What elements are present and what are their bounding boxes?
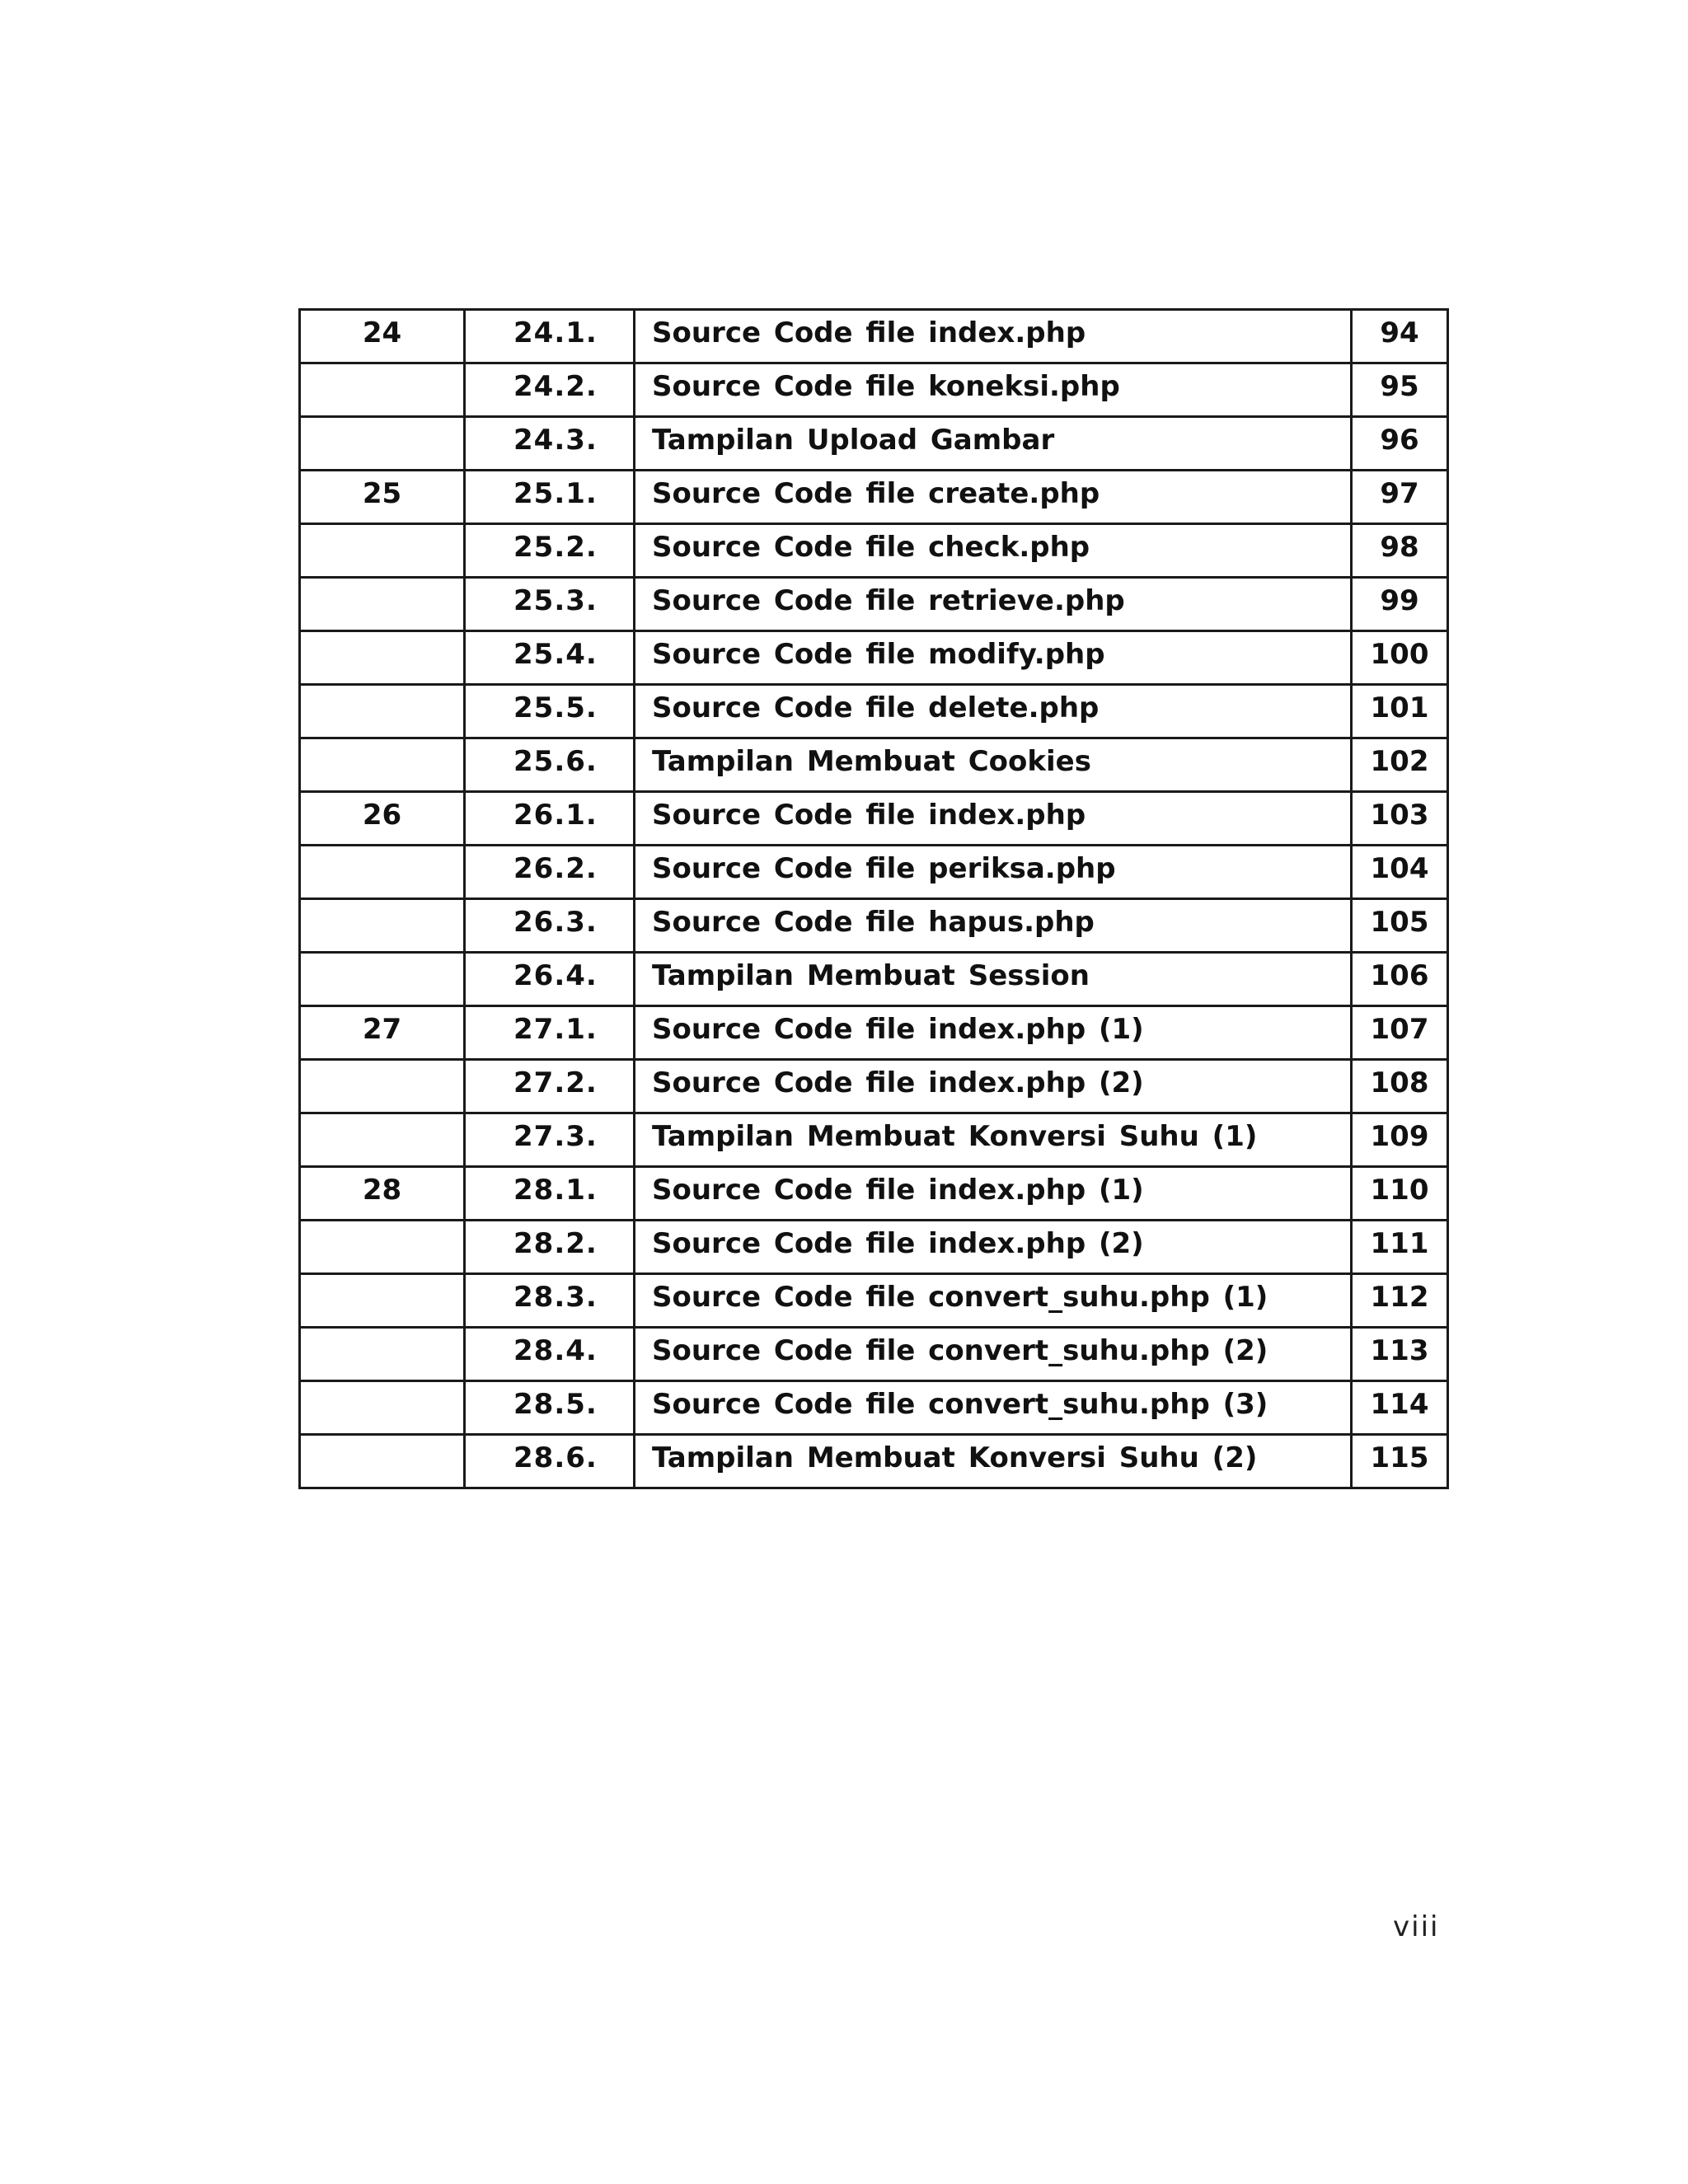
page-number-cell-text: 113 xyxy=(1370,1334,1429,1367)
figure-number-cell-text: 27.2. xyxy=(513,1066,598,1099)
page-number-cell-text: 104 xyxy=(1370,852,1429,885)
figure-number-cell xyxy=(465,846,635,899)
figure-number-cell xyxy=(465,1167,635,1221)
page-number-cell-text: 114 xyxy=(1370,1388,1429,1421)
figure-number-cell-text: 28.1. xyxy=(513,1174,598,1207)
page-number-cell xyxy=(1352,578,1448,631)
chapter-cell xyxy=(300,1006,465,1060)
figure-number-cell-text: 26.4. xyxy=(513,959,598,992)
chapter-cell-text xyxy=(301,739,463,748)
figure-title-cell-text: Source Code file index.php (2) xyxy=(652,1066,1144,1099)
chapter-cell xyxy=(300,631,465,685)
page-number-cell xyxy=(1352,1113,1448,1167)
figure-title-cell xyxy=(635,1328,1352,1381)
figure-title-cell xyxy=(635,524,1352,578)
chapter-cell xyxy=(300,1435,465,1488)
chapter-cell-text xyxy=(301,364,463,373)
figure-number-cell xyxy=(465,953,635,1006)
figure-number-cell xyxy=(465,1435,635,1488)
page-number-cell-text: 107 xyxy=(1370,1013,1429,1046)
table-row xyxy=(300,578,1448,631)
figure-number-cell xyxy=(465,792,635,846)
figure-number-cell xyxy=(465,1113,635,1167)
figure-number-cell xyxy=(465,363,635,417)
table-row xyxy=(300,1328,1448,1381)
figure-number-cell xyxy=(465,738,635,792)
figure-number-cell-text: 28.5. xyxy=(513,1388,598,1421)
chapter-cell-text xyxy=(301,525,463,533)
figure-title-cell-text: Source Code file index.php (2) xyxy=(652,1227,1144,1260)
figure-number-cell-text: 25.6. xyxy=(513,745,598,778)
table-row xyxy=(300,1435,1448,1488)
table-row xyxy=(300,1006,1448,1060)
chapter-cell-text xyxy=(301,954,463,962)
chapter-cell-text xyxy=(301,418,463,426)
page-number-cell xyxy=(1352,1435,1448,1488)
figure-list-body xyxy=(300,310,1448,1488)
figure-list-table xyxy=(298,308,1449,1489)
figure-number-cell xyxy=(465,685,635,738)
page-number-cell xyxy=(1352,792,1448,846)
figure-title-cell xyxy=(635,1221,1352,1274)
figure-number-cell-text: 25.2. xyxy=(513,531,598,564)
figure-number-cell-text: 24.1. xyxy=(513,316,598,349)
figure-title-cell xyxy=(635,471,1352,524)
page-number-cell xyxy=(1352,417,1448,471)
table-row xyxy=(300,1381,1448,1435)
figure-number-cell-text: 24.3. xyxy=(513,424,598,457)
page-number-cell xyxy=(1352,953,1448,1006)
chapter-cell-text: 24 xyxy=(362,316,402,349)
page-number-cell xyxy=(1352,1006,1448,1060)
table-row xyxy=(300,685,1448,738)
chapter-cell xyxy=(300,685,465,738)
page-number-cell xyxy=(1352,846,1448,899)
figure-title-cell-text: Source Code file index.php (1) xyxy=(652,1174,1144,1207)
figure-title-cell xyxy=(635,1113,1352,1167)
page-number-cell xyxy=(1352,1221,1448,1274)
page-number-cell-text: 111 xyxy=(1370,1227,1429,1260)
table-row xyxy=(300,1221,1448,1274)
figure-title-cell-text: Tampilan Membuat Konversi Suhu (1) xyxy=(652,1120,1258,1153)
page-number-cell-text: 101 xyxy=(1370,691,1429,724)
figure-title-cell-text: Source Code file koneksi.php xyxy=(652,370,1120,403)
figure-title-cell xyxy=(635,846,1352,899)
page-number-cell xyxy=(1352,1274,1448,1328)
chapter-cell xyxy=(300,363,465,417)
figure-number-cell xyxy=(465,1221,635,1274)
figure-title-cell-text: Source Code file convert_suhu.php (2) xyxy=(652,1334,1268,1367)
page-number-cell xyxy=(1352,631,1448,685)
chapter-cell-text xyxy=(301,1061,463,1069)
chapter-cell-text xyxy=(301,632,463,640)
chapter-cell-text xyxy=(301,846,463,855)
page-number-cell xyxy=(1352,1328,1448,1381)
chapter-cell xyxy=(300,738,465,792)
figure-title-cell xyxy=(635,1060,1352,1113)
chapter-cell xyxy=(300,1328,465,1381)
figure-number-cell-text: 28.4. xyxy=(513,1334,598,1367)
page-number-cell xyxy=(1352,738,1448,792)
chapter-cell xyxy=(300,1113,465,1167)
figure-title-cell xyxy=(635,1167,1352,1221)
table-row xyxy=(300,363,1448,417)
figure-title-cell-text: Source Code file check.php xyxy=(652,531,1090,564)
figure-title-cell xyxy=(635,578,1352,631)
figure-title-cell-text: Source Code file convert_suhu.php (1) xyxy=(652,1281,1268,1314)
chapter-cell-text xyxy=(301,1114,463,1122)
figure-title-cell-text: Source Code file hapus.php xyxy=(652,906,1095,939)
figure-number-cell-text: 27.1. xyxy=(513,1013,598,1046)
page-number-cell-text: 109 xyxy=(1370,1120,1429,1153)
figure-title-cell-text: Source Code file index.php xyxy=(652,316,1086,349)
page-number-cell-text: 112 xyxy=(1370,1281,1429,1314)
chapter-cell xyxy=(300,1221,465,1274)
page-number-cell-text: 100 xyxy=(1370,638,1429,671)
figure-title-cell xyxy=(635,417,1352,471)
page-number-cell-text: 102 xyxy=(1370,745,1429,778)
chapter-cell xyxy=(300,1274,465,1328)
page-number-cell-text: 97 xyxy=(1380,477,1419,510)
figure-number-cell-text: 25.4. xyxy=(513,638,598,671)
table-row xyxy=(300,310,1448,363)
page-number-cell-text: 115 xyxy=(1370,1441,1429,1474)
figure-number-cell xyxy=(465,1060,635,1113)
table-row xyxy=(300,846,1448,899)
chapter-cell-text xyxy=(301,686,463,694)
chapter-cell-text xyxy=(301,1221,463,1230)
figure-title-cell-text: Tampilan Membuat Session xyxy=(652,959,1090,992)
table-row xyxy=(300,524,1448,578)
figure-number-cell-text: 25.1. xyxy=(513,477,598,510)
chapter-cell-text xyxy=(301,1382,463,1390)
chapter-cell xyxy=(300,1167,465,1221)
page-number-cell-text: 110 xyxy=(1370,1174,1429,1207)
chapter-cell xyxy=(300,1060,465,1113)
page-number: viii xyxy=(1393,1910,1440,1943)
figure-title-cell xyxy=(635,738,1352,792)
table-row xyxy=(300,1113,1448,1167)
chapter-cell-text: 28 xyxy=(362,1174,402,1207)
figure-title-cell-text: Tampilan Membuat Cookies xyxy=(652,745,1091,778)
figure-title-cell-text: Source Code file retrieve.php xyxy=(652,584,1125,617)
figure-number-cell-text: 24.2. xyxy=(513,370,598,403)
figure-number-cell xyxy=(465,310,635,363)
figure-number-cell xyxy=(465,471,635,524)
page-number-cell xyxy=(1352,310,1448,363)
figure-title-cell xyxy=(635,899,1352,953)
figure-title-cell xyxy=(635,363,1352,417)
figure-title-cell-text: Tampilan Upload Gambar xyxy=(652,424,1055,457)
figure-number-cell xyxy=(465,899,635,953)
figure-title-cell xyxy=(635,1435,1352,1488)
page-number-cell xyxy=(1352,1060,1448,1113)
chapter-cell xyxy=(300,1381,465,1435)
figure-number-cell xyxy=(465,1381,635,1435)
figure-number-cell-text: 28.3. xyxy=(513,1281,598,1314)
table-row xyxy=(300,899,1448,953)
page-number-cell-text: 94 xyxy=(1380,316,1419,349)
figure-number-cell-text: 26.1. xyxy=(513,799,598,832)
figure-number-cell-text: 28.6. xyxy=(513,1441,598,1474)
figure-title-cell-text: Source Code file index.php (1) xyxy=(652,1013,1144,1046)
figure-title-cell-text: Source Code file index.php xyxy=(652,799,1086,832)
page-number-cell-text: 103 xyxy=(1370,799,1429,832)
figure-title-cell xyxy=(635,685,1352,738)
figure-title-cell-text: Source Code file convert_suhu.php (3) xyxy=(652,1388,1268,1421)
page-number-cell-text: 98 xyxy=(1380,531,1419,564)
chapter-cell-text xyxy=(301,1275,463,1283)
figure-title-cell xyxy=(635,953,1352,1006)
chapter-cell-text xyxy=(301,579,463,587)
figure-number-cell xyxy=(465,578,635,631)
figure-title-cell-text: Source Code file periksa.php xyxy=(652,852,1116,885)
chapter-cell-text: 27 xyxy=(362,1013,402,1046)
table-row xyxy=(300,1060,1448,1113)
chapter-cell xyxy=(300,846,465,899)
table-row xyxy=(300,417,1448,471)
page-number-cell-text: 96 xyxy=(1380,424,1419,457)
figure-number-cell-text: 27.3. xyxy=(513,1120,598,1153)
figure-number-cell xyxy=(465,524,635,578)
chapter-cell xyxy=(300,471,465,524)
figure-title-cell xyxy=(635,631,1352,685)
page-number-cell xyxy=(1352,1381,1448,1435)
figure-title-cell xyxy=(635,1274,1352,1328)
chapter-cell-text: 26 xyxy=(362,799,402,832)
page-number-cell-text: 99 xyxy=(1380,584,1419,617)
figure-title-cell xyxy=(635,792,1352,846)
figure-title-cell-text: Source Code file delete.php xyxy=(652,691,1100,724)
page-number-cell-text: 95 xyxy=(1380,370,1419,403)
table-row xyxy=(300,953,1448,1006)
chapter-cell xyxy=(300,899,465,953)
figure-title-cell-text: Tampilan Membuat Konversi Suhu (2) xyxy=(652,1441,1258,1474)
figure-number-cell-text: 26.2. xyxy=(513,852,598,885)
table-row xyxy=(300,738,1448,792)
page-number-cell-text: 105 xyxy=(1370,906,1429,939)
page-number-cell xyxy=(1352,524,1448,578)
page-number-cell xyxy=(1352,1167,1448,1221)
figure-number-cell xyxy=(465,1328,635,1381)
figure-title-cell xyxy=(635,310,1352,363)
chapter-cell-text: 25 xyxy=(362,477,402,510)
figure-number-cell xyxy=(465,417,635,471)
table-row xyxy=(300,471,1448,524)
table-row xyxy=(300,1167,1448,1221)
chapter-cell-text xyxy=(301,1436,463,1444)
figure-title-cell xyxy=(635,1381,1352,1435)
figure-title-cell xyxy=(635,1006,1352,1060)
chapter-cell xyxy=(300,417,465,471)
page-number-cell xyxy=(1352,471,1448,524)
figure-number-cell xyxy=(465,1274,635,1328)
chapter-cell-text xyxy=(301,900,463,908)
chapter-cell xyxy=(300,578,465,631)
page-number-cell xyxy=(1352,363,1448,417)
table-row xyxy=(300,1274,1448,1328)
chapter-cell xyxy=(300,524,465,578)
table-row xyxy=(300,631,1448,685)
chapter-cell-text xyxy=(301,1329,463,1337)
chapter-cell xyxy=(300,792,465,846)
figure-title-cell-text: Source Code file modify.php xyxy=(652,638,1105,671)
figure-number-cell xyxy=(465,631,635,685)
figure-number-cell-text: 26.3. xyxy=(513,906,598,939)
chapter-cell xyxy=(300,953,465,1006)
page-number-cell-text: 106 xyxy=(1370,959,1429,992)
table-row xyxy=(300,792,1448,846)
page-number-cell xyxy=(1352,899,1448,953)
page-number-cell xyxy=(1352,685,1448,738)
figure-number-cell-text: 28.2. xyxy=(513,1227,598,1260)
figure-title-cell-text: Source Code file create.php xyxy=(652,477,1100,510)
chapter-cell xyxy=(300,310,465,363)
figure-number-cell-text: 25.3. xyxy=(513,584,598,617)
figure-number-cell xyxy=(465,1006,635,1060)
page-number-cell-text: 108 xyxy=(1370,1066,1429,1099)
figure-number-cell-text: 25.5. xyxy=(513,691,598,724)
